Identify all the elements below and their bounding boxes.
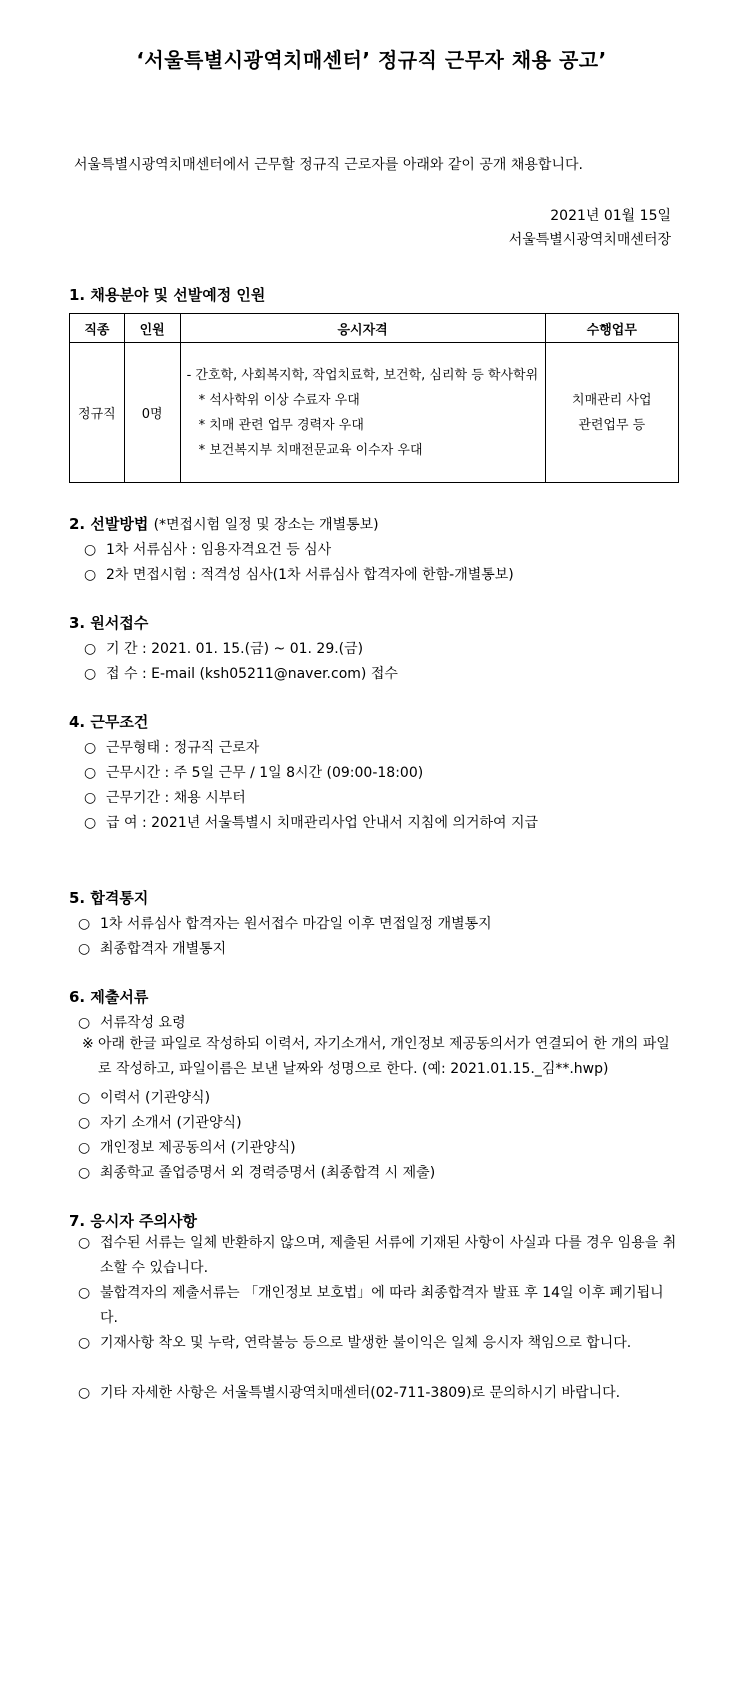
circle-bullet-icon: ○: [78, 1235, 91, 1251]
circle-bullet-icon: ○: [78, 1090, 91, 1106]
circle-bullet-icon: ○: [78, 1285, 91, 1301]
header-count: 인원: [124, 314, 180, 343]
list-item: ○ 불합격자의 제출서류는 「개인정보 보호법」에 따라 최종합격자 발표 후 14일 이후 폐기됩니다.: [78, 1281, 678, 1331]
qualification-line: * 석사학위 이상 수료자 우대: [198, 392, 360, 408]
section2-note: (*면접시험 일정 및 장소는 개별통보): [153, 517, 379, 533]
circle-bullet-icon: ○: [84, 790, 97, 806]
header-job-type: 직종: [70, 314, 125, 343]
circle-bullet-icon: ○: [78, 1115, 91, 1131]
notice-note: [82, 1032, 676, 1082]
section7-heading: 7. 응시자 주의사항: [69, 1212, 198, 1230]
list-item: ○ 최종합격자 개별통지: [78, 941, 227, 957]
section2-title: 2. 선발방법: [69, 515, 149, 533]
section6-heading: 6. 제출서류: [69, 988, 149, 1006]
list-item: ○ 개인정보 제공동의서 (기관양식): [78, 1140, 296, 1156]
section5-heading: 5. 합격통지: [69, 889, 149, 907]
circle-bullet-icon: ○: [84, 641, 97, 657]
circle-bullet-icon: ○: [78, 1015, 91, 1031]
circle-bullet-icon: ○: [84, 666, 97, 682]
circle-bullet-icon: ○: [84, 542, 97, 558]
circle-bullet-icon: ○: [84, 815, 97, 831]
circle-bullet-icon: ○: [84, 567, 97, 583]
list-item: ○ 1차 서류심사 : 임용자격요건 등 심사: [84, 542, 332, 558]
intro-text: 서울특별시광역치매센터에서 근무할 정규직 근로자를 아래와 같이 공개 채용합니다.: [74, 157, 583, 173]
list-item: ○ 최종학교 졸업증명서 외 경력증명서 (최종합격 시 제출): [78, 1165, 436, 1181]
circle-bullet-icon: ○: [78, 1385, 91, 1401]
section2-heading: [69, 513, 379, 534]
circle-bullet-icon: ○: [84, 765, 97, 781]
header-duties: 수행업무: [545, 314, 678, 343]
circle-bullet-icon: ○: [78, 1165, 91, 1181]
list-item: ○ 기타 자세한 사항은 서울특별시광역치매센터(02-711-3809)로 문의하시기 바랍니다.: [78, 1381, 678, 1406]
list-item: ○ 이력서 (기관양식): [78, 1090, 211, 1106]
table-row: [70, 343, 679, 483]
notice-date: 2021년 01월 15일: [550, 208, 671, 224]
list-item: ○ 접 수 : E-mail (ksh05211@naver.com) 접수: [84, 666, 398, 682]
qualification-line: * 보건복지부 치매전문교육 이수자 우대: [198, 442, 423, 458]
section3-heading: 3. 원서접수: [69, 614, 149, 632]
recruitment-table: [69, 313, 679, 483]
circle-bullet-icon: ○: [78, 941, 91, 957]
circle-bullet-icon: ○: [78, 916, 91, 932]
header-qualification: 응시자격: [180, 314, 545, 343]
duties-line: 관련업무 등: [578, 417, 646, 433]
circle-bullet-icon: ○: [84, 740, 97, 756]
cell-job-type: 정규직: [70, 343, 125, 483]
list-item: ○ 서류작성 요령: [78, 1015, 186, 1031]
list-item: ○ 기재사항 착오 및 누락, 연락불능 등으로 발생한 불이익은 일체 응시자 책임으로 합니다.: [78, 1331, 678, 1356]
page-title: ‘서울특별시광역치매센터’ 정규직 근무자 채용 공고’: [136, 48, 607, 72]
cell-duties: [545, 343, 678, 483]
list-item: ○ 근무기간 : 채용 시부터: [84, 790, 246, 806]
list-item: ○ 1차 서류심사 합격자는 원서접수 마감일 이후 면접일정 개별통지: [78, 916, 492, 932]
reference-mark-icon: ※: [82, 1036, 94, 1052]
circle-bullet-icon: ○: [78, 1140, 91, 1156]
section1-heading: 1. 채용분야 및 선발예정 인원: [69, 286, 266, 304]
list-item: ○ 2차 면접시험 : 적격성 심사(1차 서류심사 합격자에 한함-개별통보): [84, 567, 514, 583]
list-item: ○ 근무시간 : 주 5일 근무 / 1일 8시간 (09:00-18:00): [84, 765, 424, 781]
qualification-line: * 치매 관련 업무 경력자 우대: [198, 417, 364, 433]
list-item: ○ 자기 소개서 (기관양식): [78, 1115, 242, 1131]
duties-line: 치매관리 사업: [572, 392, 652, 408]
circle-bullet-icon: ○: [78, 1335, 91, 1351]
cell-count: 0명: [124, 343, 180, 483]
list-item: ○ 접수된 서류는 일체 반환하지 않으며, 제출된 서류에 기재된 사항이 사실과 다를 경우 임용을 취소할 수 있습니다.: [78, 1231, 678, 1281]
cell-qualification: [180, 343, 545, 483]
list-item: ○ 급 여 : 2021년 서울특별시 치매관리사업 안내서 지침에 의거하여 지급: [84, 815, 539, 831]
qualification-line: - 간호학, 사회복지학, 작업치료학, 보건학, 심리학 등 학사학위: [186, 367, 539, 383]
section4-heading: 4. 근무조건: [69, 713, 149, 731]
notice-text: 아래 한글 파일로 작성하되 이력서, 자기소개서, 개인정보 제공동의서가 연결되어 한 개의 파일로 작성하고, 파일이름은 보낸 날짜와 성명으로 한다. (예: 2021.01.15._김**.hwp): [98, 1036, 670, 1077]
issuer-name: 서울특별시광역치매센터장: [508, 232, 671, 248]
list-item: ○ 근무형태 : 정규직 근로자: [84, 740, 260, 756]
list-item: ○ 기 간 : 2021. 01. 15.(금) ~ 01. 29.(금): [84, 641, 364, 657]
table-header-row: [70, 314, 679, 343]
